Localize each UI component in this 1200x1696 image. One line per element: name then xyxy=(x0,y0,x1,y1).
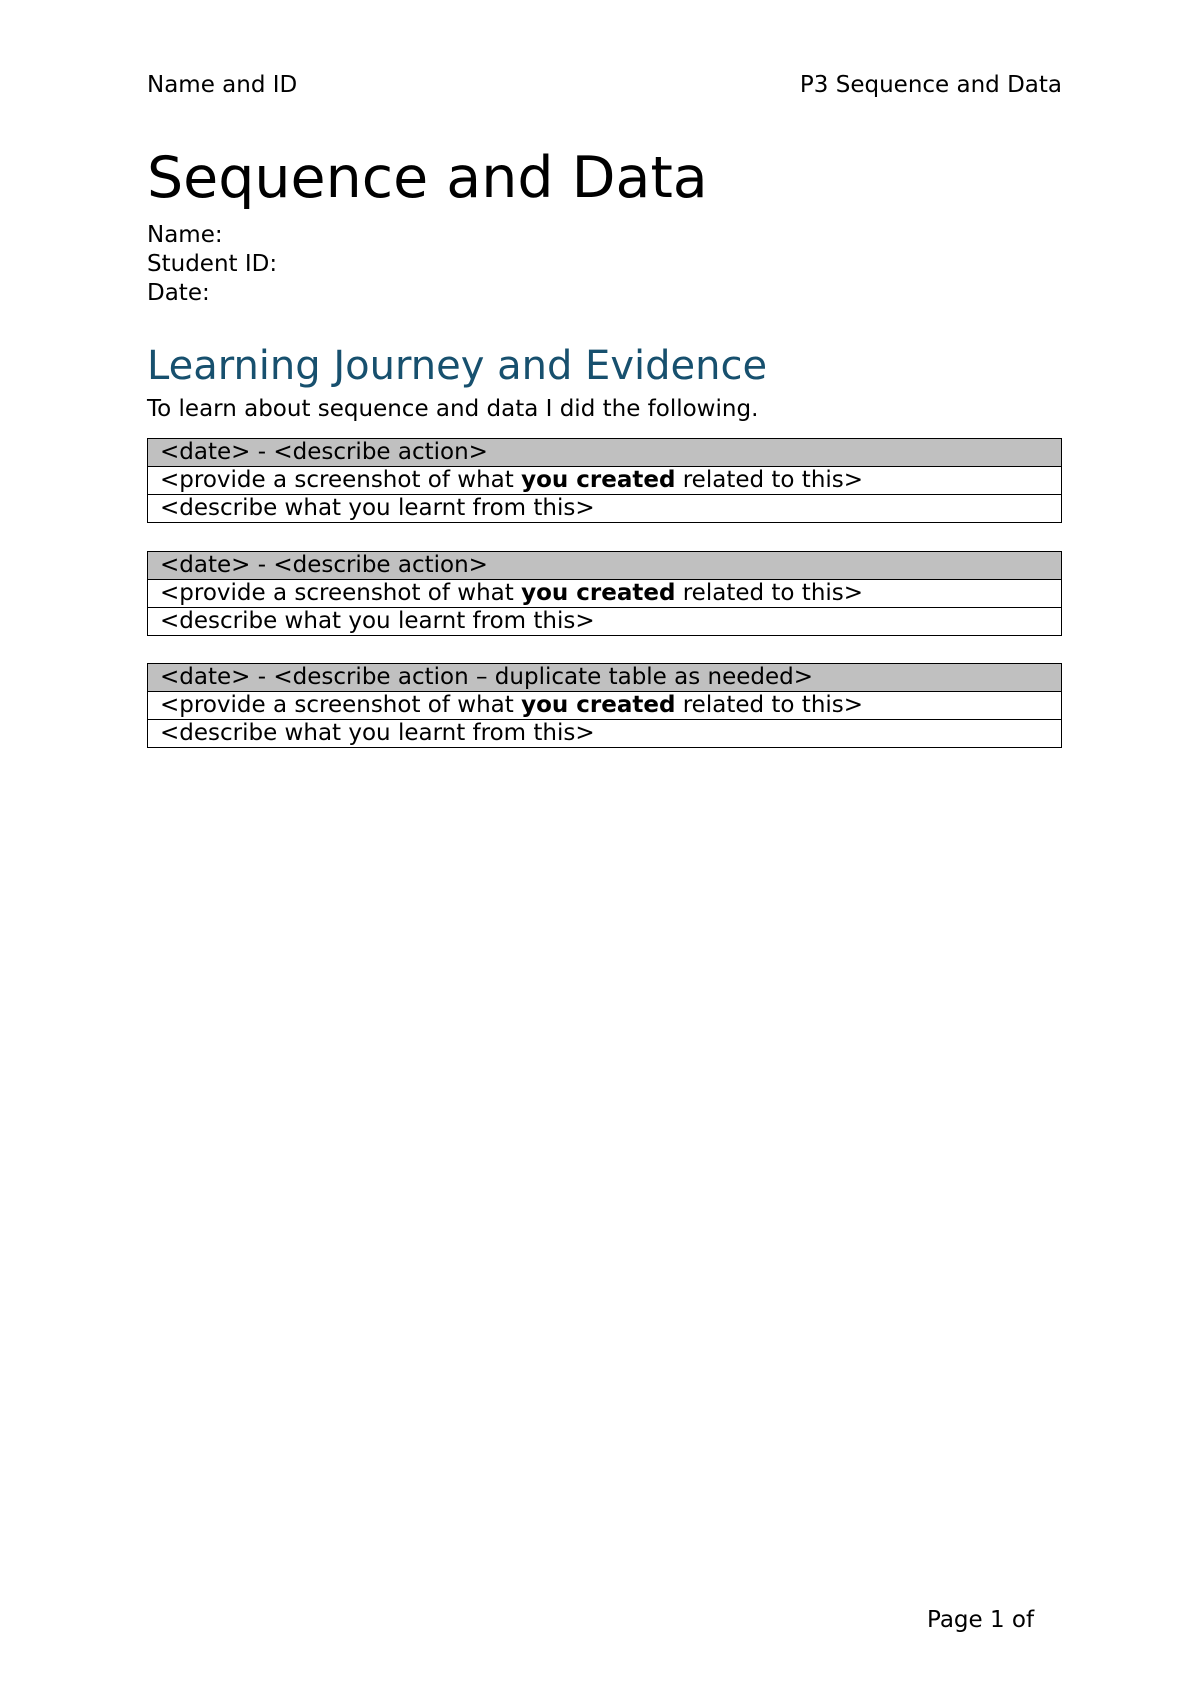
screenshot-emphasis: you created xyxy=(521,467,676,493)
table-row xyxy=(148,664,1062,692)
screenshot-text: <provide a screenshot of what xyxy=(160,692,522,718)
screenshot-text-end: related to this> xyxy=(675,467,864,493)
action-cell[interactable]: <date> - <describe action> xyxy=(148,552,1062,580)
student-id-field-label[interactable]: Student ID: xyxy=(147,251,278,277)
header-name-id: Name and ID xyxy=(147,72,298,98)
screenshot-cell[interactable] xyxy=(148,580,1062,608)
table-row xyxy=(148,495,1062,523)
page-header xyxy=(147,70,1062,100)
table-row xyxy=(148,439,1062,467)
action-cell[interactable]: <date> - <describe action – duplicate table as needed> xyxy=(148,664,1062,692)
table-row xyxy=(148,692,1062,720)
name-field-label[interactable]: Name: xyxy=(147,222,223,248)
learnt-cell[interactable]: <describe what you learnt from this> xyxy=(148,495,1062,523)
table-row xyxy=(148,467,1062,495)
screenshot-cell[interactable] xyxy=(148,467,1062,495)
table-row xyxy=(148,552,1062,580)
screenshot-cell[interactable] xyxy=(148,692,1062,720)
screenshot-emphasis: you created xyxy=(521,692,676,718)
action-cell[interactable]: <date> - <describe action> xyxy=(148,439,1062,467)
screenshot-text-end: related to this> xyxy=(675,580,864,606)
screenshot-text: <provide a screenshot of what xyxy=(160,467,522,493)
evidence-table xyxy=(147,551,1062,636)
document-title: Sequence and Data xyxy=(147,145,708,211)
learnt-cell[interactable]: <describe what you learnt from this> xyxy=(148,608,1062,636)
page-number: Page 1 of xyxy=(927,1607,1035,1633)
table-row xyxy=(148,580,1062,608)
learnt-cell[interactable]: <describe what you learnt from this> xyxy=(148,720,1062,748)
screenshot-text-end: related to this> xyxy=(675,692,864,718)
student-details xyxy=(147,221,1062,308)
header-document-code: P3 Sequence and Data xyxy=(799,72,1062,98)
intro-text: To learn about sequence and data I did the following. xyxy=(147,396,759,422)
evidence-table xyxy=(147,663,1062,748)
section-heading: Learning Journey and Evidence xyxy=(147,343,768,389)
evidence-table xyxy=(147,438,1062,523)
screenshot-text: <provide a screenshot of what xyxy=(160,580,522,606)
table-row xyxy=(148,608,1062,636)
document-body xyxy=(147,143,1062,748)
date-field-label[interactable]: Date: xyxy=(147,280,210,306)
screenshot-emphasis: you created xyxy=(521,580,676,606)
table-row xyxy=(148,720,1062,748)
